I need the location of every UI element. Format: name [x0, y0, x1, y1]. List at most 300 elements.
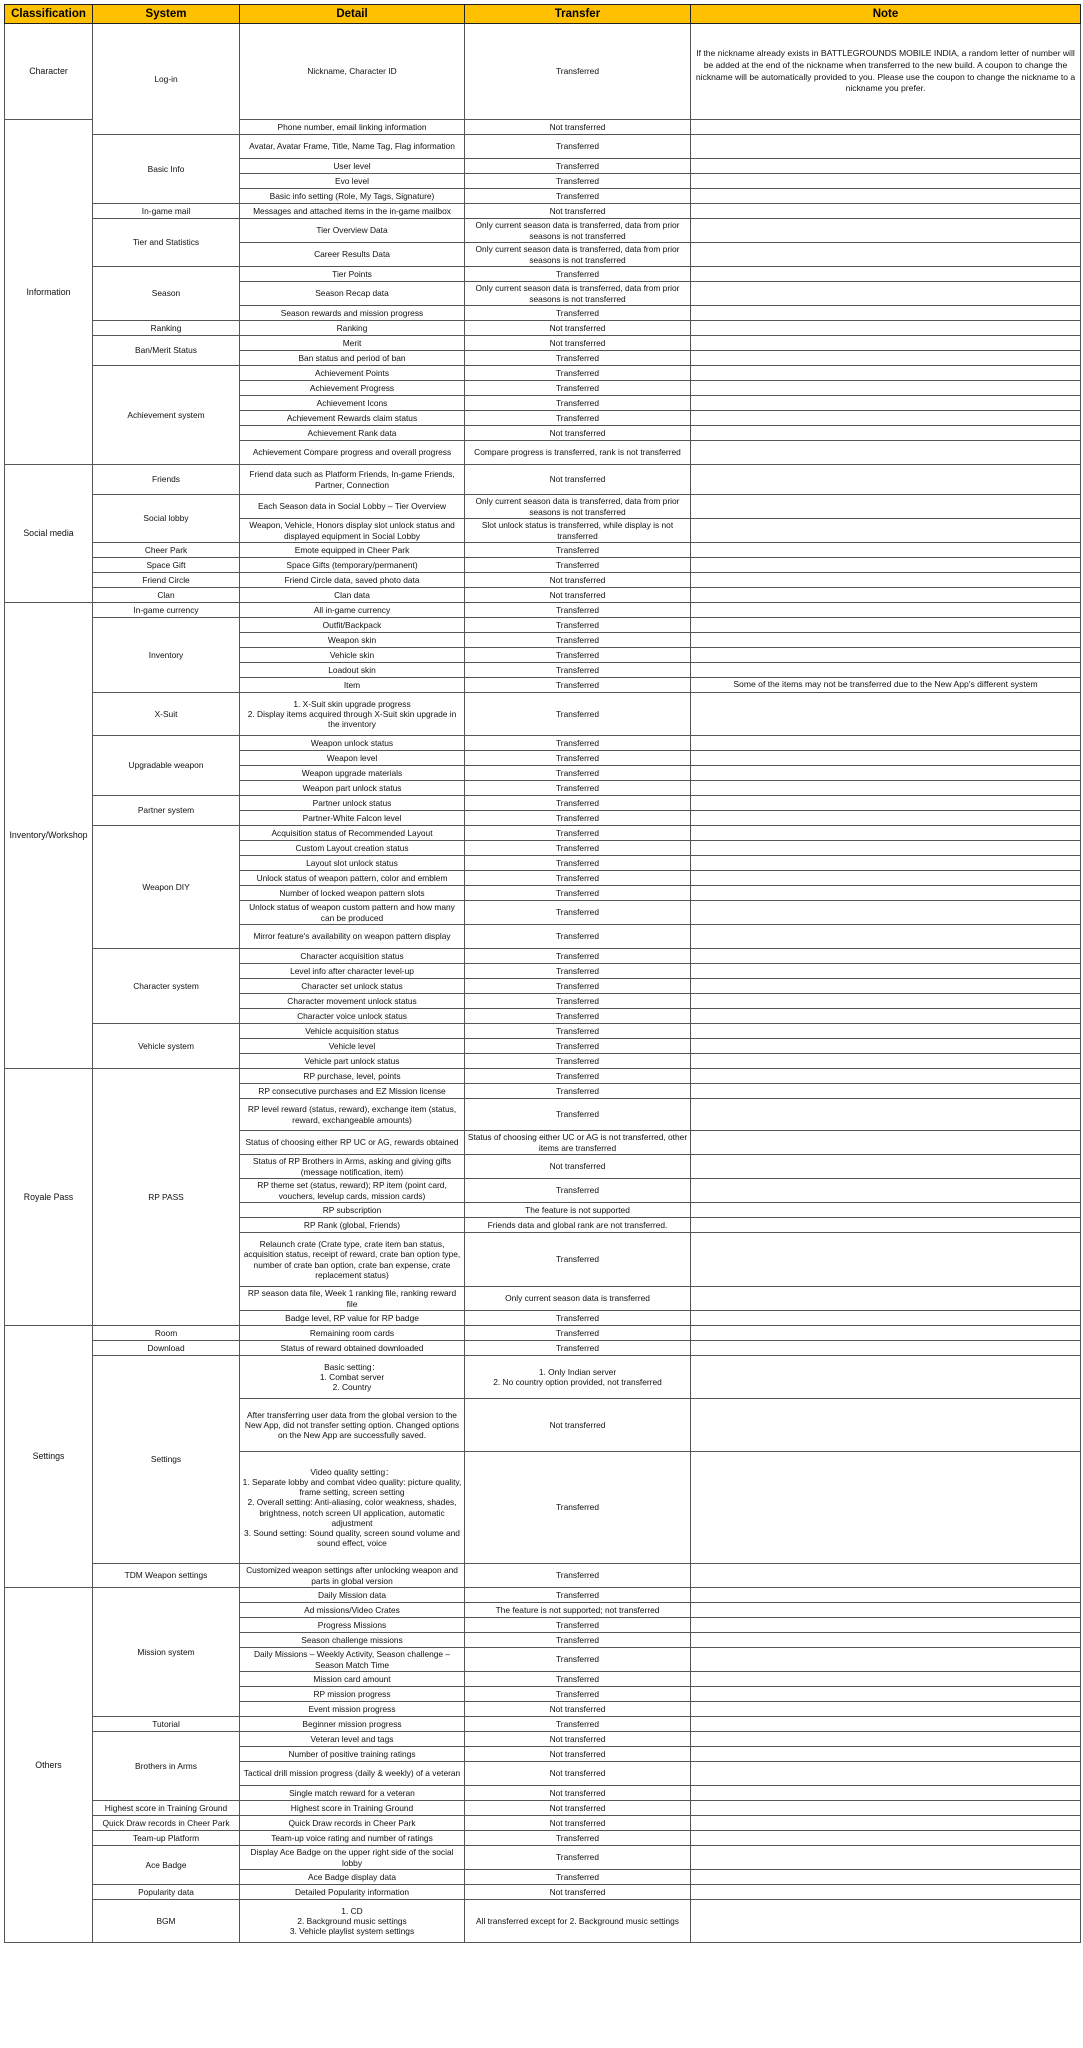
system-cell[interactable]: RP PASS	[93, 1069, 240, 1326]
transfer-cell[interactable]: Transferred	[465, 886, 691, 901]
transfer-cell[interactable]: Transferred	[465, 1717, 691, 1732]
detail-cell[interactable]: Veteran level and tags	[240, 1732, 465, 1747]
detail-cell[interactable]: Layout slot unlock status	[240, 856, 465, 871]
note-cell[interactable]: If the nickname already exists in BATTLEGROUNDS MOBILE INDIA, a random letter of number will be added at the end of the nickname when transferred to the new build. A coupon to change the nickname will be automatically provided to you. Please use the coupon to change the nickname to a nickname you prefer.	[691, 24, 1081, 120]
note-cell[interactable]	[691, 736, 1081, 751]
detail-cell[interactable]: Season Recap data	[240, 282, 465, 306]
note-cell[interactable]	[691, 648, 1081, 663]
transfer-cell[interactable]: Only current season data is transferred	[465, 1287, 691, 1311]
transfer-cell[interactable]: Transferred	[465, 994, 691, 1009]
detail-cell[interactable]: Vehicle level	[240, 1039, 465, 1054]
transfer-cell[interactable]: Transferred	[465, 1452, 691, 1564]
transfer-cell[interactable]: Not transferred	[465, 1885, 691, 1900]
system-cell[interactable]: Team-up Platform	[93, 1831, 240, 1846]
detail-cell[interactable]: User level	[240, 159, 465, 174]
transfer-cell[interactable]: All transferred except for 2. Background music settings	[465, 1900, 691, 1943]
detail-cell[interactable]: Weapon part unlock status	[240, 781, 465, 796]
transfer-cell[interactable]: Compare progress is transferred, rank is not transferred	[465, 441, 691, 465]
transfer-cell[interactable]: Transferred	[465, 381, 691, 396]
note-cell[interactable]	[691, 267, 1081, 282]
transfer-cell[interactable]: The feature is not supported; not transferred	[465, 1603, 691, 1618]
transfer-cell[interactable]: Transferred	[465, 949, 691, 964]
transfer-cell[interactable]: Transferred	[465, 24, 691, 120]
note-cell[interactable]	[691, 964, 1081, 979]
note-cell[interactable]	[691, 282, 1081, 306]
detail-cell[interactable]: All in-game currency	[240, 603, 465, 618]
system-cell[interactable]: Popularity data	[93, 1885, 240, 1900]
detail-cell[interactable]: Detailed Popularity information	[240, 1885, 465, 1900]
note-cell[interactable]	[691, 1831, 1081, 1846]
note-cell[interactable]	[691, 1024, 1081, 1039]
detail-cell[interactable]: RP consecutive purchases and EZ Mission license	[240, 1084, 465, 1099]
note-cell[interactable]	[691, 1801, 1081, 1816]
transfer-cell[interactable]: Transferred	[465, 1633, 691, 1648]
detail-cell[interactable]: Achievement Compare progress and overall progress	[240, 441, 465, 465]
transfer-cell[interactable]: Transferred	[465, 781, 691, 796]
detail-cell[interactable]: Vehicle acquisition status	[240, 1024, 465, 1039]
classification-cell[interactable]: Inventory/Workshop	[5, 603, 93, 1069]
note-cell[interactable]	[691, 1717, 1081, 1732]
transfer-cell[interactable]: Transferred	[465, 1069, 691, 1084]
transfer-cell[interactable]: Transferred	[465, 736, 691, 751]
note-cell[interactable]	[691, 306, 1081, 321]
detail-cell[interactable]: Achievement Rewards claim status	[240, 411, 465, 426]
detail-cell[interactable]: Unlock status of weapon pattern, color and emblem	[240, 871, 465, 886]
detail-cell[interactable]: Status of reward obtained downloaded	[240, 1341, 465, 1356]
transfer-cell[interactable]: Only current season data is transferred, data from prior seasons is not transferred	[465, 219, 691, 243]
detail-cell[interactable]: Character voice unlock status	[240, 1009, 465, 1024]
transfer-cell[interactable]: Transferred	[465, 1687, 691, 1702]
detail-cell[interactable]: Messages and attached items in the in-game mailbox	[240, 204, 465, 219]
note-cell[interactable]	[691, 1233, 1081, 1287]
header-note[interactable]: Note	[691, 5, 1081, 24]
note-cell[interactable]	[691, 1452, 1081, 1564]
transfer-cell[interactable]: Not transferred	[465, 465, 691, 495]
detail-cell[interactable]: Weapon level	[240, 751, 465, 766]
note-cell[interactable]	[691, 663, 1081, 678]
transfer-cell[interactable]: Transferred	[465, 663, 691, 678]
note-cell[interactable]	[691, 618, 1081, 633]
transfer-cell[interactable]: Transferred	[465, 1179, 691, 1203]
detail-cell[interactable]: Ad missions/Video Crates	[240, 1603, 465, 1618]
note-cell[interactable]	[691, 871, 1081, 886]
transfer-cell[interactable]: Not transferred	[465, 1155, 691, 1179]
note-cell[interactable]	[691, 1069, 1081, 1084]
transfer-cell[interactable]: Transferred	[465, 856, 691, 871]
system-cell[interactable]: Friend Circle	[93, 573, 240, 588]
note-cell[interactable]	[691, 1762, 1081, 1786]
system-cell[interactable]: Basic Info	[93, 135, 240, 204]
note-cell[interactable]	[691, 336, 1081, 351]
system-cell[interactable]: Cheer Park	[93, 543, 240, 558]
transfer-cell[interactable]: Transferred	[465, 558, 691, 573]
note-cell[interactable]: Some of the items may not be transferred due to the New App's different system	[691, 678, 1081, 693]
classification-cell[interactable]: Information	[5, 120, 93, 465]
detail-cell[interactable]: Career Results Data	[240, 243, 465, 267]
transfer-cell[interactable]: Transferred	[465, 811, 691, 826]
note-cell[interactable]	[691, 189, 1081, 204]
detail-cell[interactable]: Phone number, email linking information	[240, 120, 465, 135]
detail-cell[interactable]: Daily Mission data	[240, 1588, 465, 1603]
transfer-cell[interactable]: Transferred	[465, 1084, 691, 1099]
note-cell[interactable]	[691, 1287, 1081, 1311]
detail-cell[interactable]: Team-up voice rating and number of ratings	[240, 1831, 465, 1846]
transfer-cell[interactable]: Transferred	[465, 841, 691, 856]
note-cell[interactable]	[691, 351, 1081, 366]
transfer-cell[interactable]: Transferred	[465, 766, 691, 781]
transfer-cell[interactable]: Transferred	[465, 693, 691, 736]
detail-cell[interactable]: Partner unlock status	[240, 796, 465, 811]
system-cell[interactable]: Tutorial	[93, 1717, 240, 1732]
note-cell[interactable]	[691, 1588, 1081, 1603]
transfer-cell[interactable]: Transferred	[465, 189, 691, 204]
detail-cell[interactable]: Status of RP Brothers in Arms, asking and giving gifts (message notification, item)	[240, 1155, 465, 1179]
detail-cell[interactable]: Character acquisition status	[240, 949, 465, 964]
detail-cell[interactable]: Remaining room cards	[240, 1326, 465, 1341]
transfer-cell[interactable]: Transferred	[465, 1618, 691, 1633]
detail-cell[interactable]: Level info after character level-up	[240, 964, 465, 979]
detail-cell[interactable]: Each Season data in Social Lobby – Tier Overview	[240, 495, 465, 519]
detail-cell[interactable]: Space Gifts (temporary/permanent)	[240, 558, 465, 573]
note-cell[interactable]	[691, 426, 1081, 441]
detail-cell[interactable]: Achievement Points	[240, 366, 465, 381]
transfer-cell[interactable]: Not transferred	[465, 321, 691, 336]
detail-cell[interactable]: Mirror feature's availability on weapon pattern display	[240, 925, 465, 949]
transfer-cell[interactable]: Transferred	[465, 603, 691, 618]
system-cell[interactable]: Clan	[93, 588, 240, 603]
note-cell[interactable]	[691, 174, 1081, 189]
note-cell[interactable]	[691, 1702, 1081, 1717]
detail-cell[interactable]: Season rewards and mission progress	[240, 306, 465, 321]
note-cell[interactable]	[691, 1179, 1081, 1203]
transfer-cell[interactable]: Transferred	[465, 618, 691, 633]
classification-cell[interactable]: Character	[5, 24, 93, 120]
detail-cell[interactable]: Nickname, Character ID	[240, 24, 465, 120]
detail-cell[interactable]: Ban status and period of ban	[240, 351, 465, 366]
transfer-cell[interactable]: Transferred	[465, 925, 691, 949]
detail-cell[interactable]: Relaunch crate (Crate type, crate item ban status, acquisition status, receipt of reward, crate ban option type, number of crate ban option, crate ban expense, crate replacement status)	[240, 1233, 465, 1287]
transfer-cell[interactable]: Not transferred	[465, 1801, 691, 1816]
detail-cell[interactable]: RP theme set (status, reward); RP item (point card, vouchers, levelup cards, mission cards)	[240, 1179, 465, 1203]
transfer-cell[interactable]: Transferred	[465, 543, 691, 558]
transfer-cell[interactable]: Not transferred	[465, 1762, 691, 1786]
transfer-cell[interactable]: Transferred	[465, 1326, 691, 1341]
detail-cell[interactable]: Friend Circle data, saved photo data	[240, 573, 465, 588]
detail-cell[interactable]: 1. X-Suit skin upgrade progress 2. Display items acquired through X-Suit skin upgrade in the inventory	[240, 693, 465, 736]
transfer-cell[interactable]: Transferred	[465, 1588, 691, 1603]
transfer-cell[interactable]: Not transferred	[465, 1702, 691, 1717]
transfer-cell[interactable]: Transferred	[465, 1846, 691, 1870]
note-cell[interactable]	[691, 1816, 1081, 1831]
header-transfer[interactable]: Transfer	[465, 5, 691, 24]
transfer-cell[interactable]: Not transferred	[465, 120, 691, 135]
note-cell[interactable]	[691, 558, 1081, 573]
detail-cell[interactable]: Badge level, RP value for RP badge	[240, 1311, 465, 1326]
detail-cell[interactable]: Loadout skin	[240, 663, 465, 678]
classification-cell[interactable]: Others	[5, 1588, 93, 1943]
system-cell[interactable]: In-game currency	[93, 603, 240, 618]
system-cell[interactable]: Space Gift	[93, 558, 240, 573]
detail-cell[interactable]: Item	[240, 678, 465, 693]
detail-cell[interactable]: Achievement Icons	[240, 396, 465, 411]
transfer-cell[interactable]: Transferred	[465, 135, 691, 159]
transfer-cell[interactable]: Not transferred	[465, 1747, 691, 1762]
detail-cell[interactable]: Beginner mission progress	[240, 1717, 465, 1732]
note-cell[interactable]	[691, 1603, 1081, 1618]
note-cell[interactable]	[691, 781, 1081, 796]
detail-cell[interactable]: Merit	[240, 336, 465, 351]
note-cell[interactable]	[691, 1356, 1081, 1399]
note-cell[interactable]	[691, 135, 1081, 159]
system-cell[interactable]: Character system	[93, 949, 240, 1024]
note-cell[interactable]	[691, 949, 1081, 964]
transfer-cell[interactable]: The feature is not supported	[465, 1203, 691, 1218]
system-cell[interactable]: BGM	[93, 1900, 240, 1943]
detail-cell[interactable]: RP purchase, level, points	[240, 1069, 465, 1084]
transfer-cell[interactable]: Transferred	[465, 648, 691, 663]
system-cell[interactable]: Ban/Merit Status	[93, 336, 240, 366]
transfer-cell[interactable]: Only current season data is transferred, data from prior seasons is not transferred	[465, 282, 691, 306]
classification-cell[interactable]: Social media	[5, 465, 93, 603]
transfer-cell[interactable]: Transferred	[465, 1564, 691, 1588]
note-cell[interactable]	[691, 519, 1081, 543]
note-cell[interactable]	[691, 1672, 1081, 1687]
system-cell[interactable]: Quick Draw records in Cheer Park	[93, 1816, 240, 1831]
detail-cell[interactable]: Partner-White Falcon level	[240, 811, 465, 826]
detail-cell[interactable]: Achievement Progress	[240, 381, 465, 396]
note-cell[interactable]	[691, 396, 1081, 411]
detail-cell[interactable]: Highest score in Training Ground	[240, 1801, 465, 1816]
detail-cell[interactable]: Status of choosing either RP UC or AG, rewards obtained	[240, 1131, 465, 1155]
note-cell[interactable]	[691, 751, 1081, 766]
classification-cell[interactable]: Settings	[5, 1326, 93, 1588]
detail-cell[interactable]: Mission card amount	[240, 1672, 465, 1687]
transfer-cell[interactable]: Not transferred	[465, 204, 691, 219]
note-cell[interactable]	[691, 1564, 1081, 1588]
note-cell[interactable]	[691, 693, 1081, 736]
note-cell[interactable]	[691, 588, 1081, 603]
detail-cell[interactable]: Clan data	[240, 588, 465, 603]
system-cell[interactable]: Season	[93, 267, 240, 321]
header-detail[interactable]: Detail	[240, 5, 465, 24]
note-cell[interactable]	[691, 441, 1081, 465]
transfer-cell[interactable]: Status of choosing either UC or AG is not transferred, other items are transferred	[465, 1131, 691, 1155]
transfer-cell[interactable]: Transferred	[465, 1831, 691, 1846]
header-system[interactable]: System	[93, 5, 240, 24]
transfer-cell[interactable]: Transferred	[465, 159, 691, 174]
transfer-cell[interactable]: Transferred	[465, 396, 691, 411]
detail-cell[interactable]: Customized weapon settings after unlocking weapon and parts in global version	[240, 1564, 465, 1588]
transfer-cell[interactable]: Transferred	[465, 826, 691, 841]
transfer-cell[interactable]: Transferred	[465, 1311, 691, 1326]
system-cell[interactable]: In-game mail	[93, 204, 240, 219]
detail-cell[interactable]: Weapon upgrade materials	[240, 766, 465, 781]
note-cell[interactable]	[691, 1885, 1081, 1900]
note-cell[interactable]	[691, 159, 1081, 174]
detail-cell[interactable]: Event mission progress	[240, 1702, 465, 1717]
note-cell[interactable]	[691, 573, 1081, 588]
detail-cell[interactable]: Number of positive training ratings	[240, 1747, 465, 1762]
transfer-cell[interactable]: Transferred	[465, 964, 691, 979]
note-cell[interactable]	[691, 1039, 1081, 1054]
detail-cell[interactable]: Weapon unlock status	[240, 736, 465, 751]
detail-cell[interactable]: Tier Points	[240, 267, 465, 282]
detail-cell[interactable]: Progress Missions	[240, 1618, 465, 1633]
transfer-cell[interactable]: Transferred	[465, 633, 691, 648]
transfer-cell[interactable]: 1. Only Indian server 2. No country option provided, not transferred	[465, 1356, 691, 1399]
note-cell[interactable]	[691, 1900, 1081, 1943]
system-cell[interactable]: Social lobby	[93, 495, 240, 543]
note-cell[interactable]	[691, 1218, 1081, 1233]
note-cell[interactable]	[691, 901, 1081, 925]
transfer-cell[interactable]: Not transferred	[465, 1816, 691, 1831]
note-cell[interactable]	[691, 1846, 1081, 1870]
detail-cell[interactable]: Friend data such as Platform Friends, In-game Friends, Partner, Connection	[240, 465, 465, 495]
detail-cell[interactable]: Basic info setting (Role, My Tags, Signature)	[240, 189, 465, 204]
transfer-cell[interactable]: Only current season data is transferred, data from prior seasons is not transferred	[465, 243, 691, 267]
transfer-cell[interactable]: Transferred	[465, 796, 691, 811]
note-cell[interactable]	[691, 411, 1081, 426]
transfer-cell[interactable]: Friends data and global rank are not transferred.	[465, 1218, 691, 1233]
detail-cell[interactable]: Achievement Rank data	[240, 426, 465, 441]
detail-cell[interactable]: Weapon skin	[240, 633, 465, 648]
transfer-cell[interactable]: Transferred	[465, 306, 691, 321]
note-cell[interactable]	[691, 994, 1081, 1009]
note-cell[interactable]	[691, 1009, 1081, 1024]
note-cell[interactable]	[691, 633, 1081, 648]
note-cell[interactable]	[691, 1155, 1081, 1179]
note-cell[interactable]	[691, 1399, 1081, 1452]
note-cell[interactable]	[691, 366, 1081, 381]
system-cell[interactable]: X-Suit	[93, 693, 240, 736]
detail-cell[interactable]: Season challenge missions	[240, 1633, 465, 1648]
detail-cell[interactable]: Character set unlock status	[240, 979, 465, 994]
note-cell[interactable]	[691, 1786, 1081, 1801]
system-cell[interactable]: Achievement system	[93, 366, 240, 465]
detail-cell[interactable]: Ace Badge display data	[240, 1870, 465, 1885]
detail-cell[interactable]: Character movement unlock status	[240, 994, 465, 1009]
detail-cell[interactable]: Vehicle skin	[240, 648, 465, 663]
transfer-cell[interactable]: Not transferred	[465, 588, 691, 603]
transfer-cell[interactable]: Transferred	[465, 366, 691, 381]
note-cell[interactable]	[691, 543, 1081, 558]
note-cell[interactable]	[691, 1054, 1081, 1069]
note-cell[interactable]	[691, 826, 1081, 841]
transfer-cell[interactable]: Transferred	[465, 267, 691, 282]
detail-cell[interactable]: Tier Overview Data	[240, 219, 465, 243]
note-cell[interactable]	[691, 1633, 1081, 1648]
note-cell[interactable]	[691, 856, 1081, 871]
system-cell[interactable]: Highest score in Training Ground	[93, 1801, 240, 1816]
note-cell[interactable]	[691, 1648, 1081, 1672]
detail-cell[interactable]: Acquisition status of Recommended Layout	[240, 826, 465, 841]
detail-cell[interactable]: Unlock status of weapon custom pattern and how many can be produced	[240, 901, 465, 925]
detail-cell[interactable]: Avatar, Avatar Frame, Title, Name Tag, Flag information	[240, 135, 465, 159]
note-cell[interactable]	[691, 1084, 1081, 1099]
transfer-cell[interactable]: Transferred	[465, 1039, 691, 1054]
transfer-cell[interactable]: Not transferred	[465, 1399, 691, 1452]
system-cell[interactable]: Brothers in Arms	[93, 1732, 240, 1801]
transfer-cell[interactable]: Transferred	[465, 1870, 691, 1885]
system-cell[interactable]: Weapon DIY	[93, 826, 240, 949]
transfer-cell[interactable]: Transferred	[465, 1099, 691, 1131]
note-cell[interactable]	[691, 495, 1081, 519]
detail-cell[interactable]: Number of locked weapon pattern slots	[240, 886, 465, 901]
transfer-cell[interactable]: Transferred	[465, 1233, 691, 1287]
system-cell[interactable]: Ace Badge	[93, 1846, 240, 1885]
transfer-cell[interactable]: Transferred	[465, 678, 691, 693]
system-cell[interactable]: Room	[93, 1326, 240, 1341]
detail-cell[interactable]: After transferring user data from the global version to the New App, did not transfer setting option. Changed options on the New App are successfully saved.	[240, 1399, 465, 1452]
note-cell[interactable]	[691, 1311, 1081, 1326]
system-cell[interactable]: Mission system	[93, 1588, 240, 1717]
transfer-cell[interactable]: Only current season data is transferred, data from prior seasons is not transferred	[465, 495, 691, 519]
detail-cell[interactable]: Single match reward for a veteran	[240, 1786, 465, 1801]
detail-cell[interactable]: Tactical drill mission progress (daily & weekly) of a veteran	[240, 1762, 465, 1786]
transfer-cell[interactable]: Transferred	[465, 979, 691, 994]
transfer-cell[interactable]: Not transferred	[465, 426, 691, 441]
detail-cell[interactable]: Outfit/Backpack	[240, 618, 465, 633]
transfer-cell[interactable]: Transferred	[465, 1341, 691, 1356]
note-cell[interactable]	[691, 979, 1081, 994]
detail-cell[interactable]: Vehicle part unlock status	[240, 1054, 465, 1069]
detail-cell[interactable]: RP Rank (global, Friends)	[240, 1218, 465, 1233]
note-cell[interactable]	[691, 1687, 1081, 1702]
transfer-cell[interactable]: Transferred	[465, 1009, 691, 1024]
system-cell[interactable]: Inventory	[93, 618, 240, 693]
note-cell[interactable]	[691, 243, 1081, 267]
transfer-cell[interactable]: Not transferred	[465, 1732, 691, 1747]
classification-cell[interactable]: Royale Pass	[5, 1069, 93, 1326]
detail-cell[interactable]: Weapon, Vehicle, Honors display slot unlock status and displayed equipment in Social Lobby	[240, 519, 465, 543]
detail-cell[interactable]: RP level reward (status, reward), exchange item (status, reward, exchangeable amounts)	[240, 1099, 465, 1131]
transfer-cell[interactable]: Transferred	[465, 411, 691, 426]
detail-cell[interactable]: Video quality setting： 1. Separate lobby and combat video quality: picture quality, frame setting, screen setting 2. Overall setting: Anti-aliasing, color weakness, shades, brightness, notch screen UI application, automatic adjustment 3. Sound setting: Sound quality, screen sound volume and sound effect, voice	[240, 1452, 465, 1564]
system-cell[interactable]: Tier and Statistics	[93, 219, 240, 267]
detail-cell[interactable]: RP subscription	[240, 1203, 465, 1218]
note-cell[interactable]	[691, 1747, 1081, 1762]
transfer-cell[interactable]: Transferred	[465, 901, 691, 925]
note-cell[interactable]	[691, 1870, 1081, 1885]
transfer-cell[interactable]: Transferred	[465, 1054, 691, 1069]
note-cell[interactable]	[691, 204, 1081, 219]
system-cell[interactable]: Log-in	[93, 24, 240, 135]
system-cell[interactable]: Ranking	[93, 321, 240, 336]
detail-cell[interactable]: RP season data file, Week 1 ranking file, ranking reward file	[240, 1287, 465, 1311]
transfer-cell[interactable]: Slot unlock status is transferred, while display is not transferred	[465, 519, 691, 543]
note-cell[interactable]	[691, 925, 1081, 949]
note-cell[interactable]	[691, 219, 1081, 243]
transfer-cell[interactable]: Transferred	[465, 1648, 691, 1672]
system-cell[interactable]: Settings	[93, 1356, 240, 1564]
note-cell[interactable]	[691, 766, 1081, 781]
transfer-cell[interactable]: Transferred	[465, 351, 691, 366]
detail-cell[interactable]: 1. CD 2. Background music settings 3. Vehicle playlist system settings	[240, 1900, 465, 1943]
note-cell[interactable]	[691, 1341, 1081, 1356]
note-cell[interactable]	[691, 465, 1081, 495]
system-cell[interactable]: Friends	[93, 465, 240, 495]
note-cell[interactable]	[691, 1099, 1081, 1131]
detail-cell[interactable]: Emote equipped in Cheer Park	[240, 543, 465, 558]
transfer-cell[interactable]: Transferred	[465, 1672, 691, 1687]
detail-cell[interactable]: RP mission progress	[240, 1687, 465, 1702]
detail-cell[interactable]: Evo level	[240, 174, 465, 189]
note-cell[interactable]	[691, 811, 1081, 826]
detail-cell[interactable]: Ranking	[240, 321, 465, 336]
detail-cell[interactable]: Quick Draw records in Cheer Park	[240, 1816, 465, 1831]
transfer-cell[interactable]: Not transferred	[465, 1786, 691, 1801]
note-cell[interactable]	[691, 1203, 1081, 1218]
